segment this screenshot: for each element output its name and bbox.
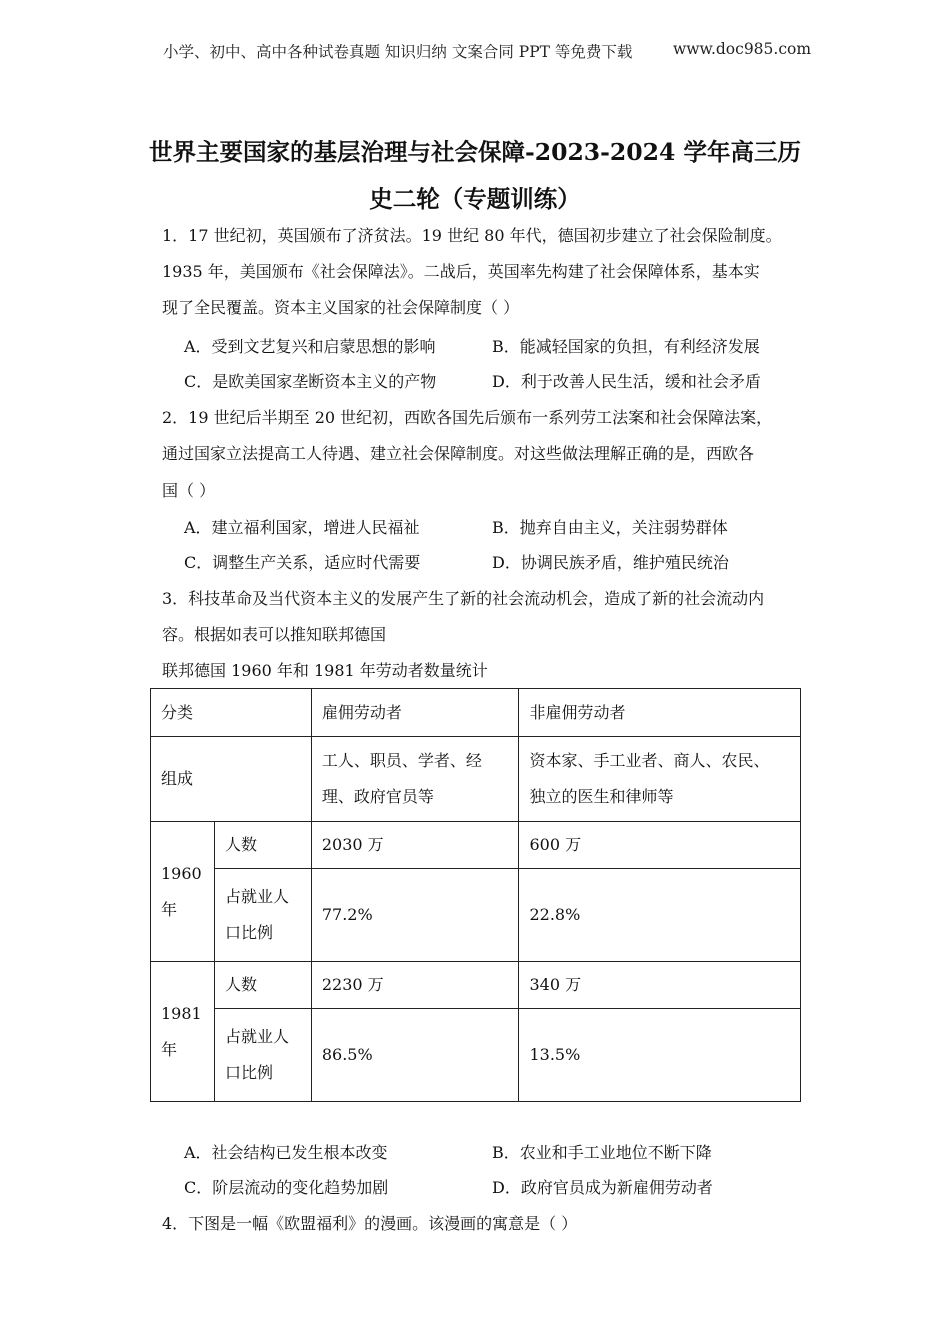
q3-table-caption: 联邦德国 1960 年和 1981 年劳动者数量统计 [162, 661, 488, 680]
q4-line-1: 4．下图是一幅《欧盟福利》的漫画。该漫画的寓意是（ ） [162, 1214, 578, 1233]
q2-option-b[interactable]: B．抛弃自由主义，关注弱势群体 [492, 518, 728, 537]
employed-composition-line-1: 工人、职员、学者、经 [321, 751, 482, 770]
q2-option-d[interactable]: D．协调民族矛盾，维护殖民统治 [492, 553, 729, 572]
table-cell-ratio-label [214, 1009, 311, 1102]
year-1981-number: 1981 [161, 1003, 202, 1023]
q1-option-b[interactable]: B．能减轻国家的负担，有利经济发展 [492, 337, 760, 356]
table-cell-e1981-ratio: 86.5% [311, 1009, 519, 1102]
q2-line-1: 2．19 世纪后半期至 20 世纪初，西欧各国先后颁布一系列劳工法案和社会保障法案， [162, 408, 773, 427]
table-cell-nonemployed-composition [519, 737, 801, 822]
header-text: 小学、初中、高中各种试卷真题 知识归纳 文案合同 PPT 等免费下载 [163, 43, 633, 61]
q1-option-c[interactable]: C．是欧美国家垄断资本主义的产物 [184, 372, 437, 391]
ratio-label-line-1: 占就业人 [224, 887, 289, 906]
ratio-label-line-2: 口比例 [224, 923, 273, 942]
q2-line-3: 国（ ） [162, 481, 216, 500]
table-row [151, 869, 801, 962]
table-cell-count-label: 人数 [214, 822, 311, 869]
q1-line-1: 1．17 世纪初，英国颁布了济贫法。19 世纪 80 年代，德国初步建立了社会保险制度。 [162, 226, 782, 245]
table-cell-n1960-ratio: 22.8% [519, 869, 801, 962]
table-row [151, 962, 801, 1009]
table-cell-n1981-count: 340 万 [519, 962, 801, 1009]
table-cell-n1960-count: 600 万 [519, 822, 801, 869]
ratio-label-line-1: 占就业人 [224, 1027, 289, 1046]
header-url[interactable]: www.doc985.com [673, 40, 812, 58]
q1-option-a[interactable]: A．受到文艺复兴和启蒙思想的影响 [184, 337, 436, 356]
page-title-line-1: 世界主要国家的基层治理与社会保障-2023-2024 学年高三历 [149, 138, 801, 166]
nonemployed-composition-line-2: 独立的医生和律师等 [529, 787, 674, 806]
q3-option-a[interactable]: A．社会结构已发生根本改变 [184, 1143, 388, 1162]
q3-option-b[interactable]: B．农业和手工业地位不断下降 [492, 1143, 712, 1162]
page-header [163, 40, 812, 62]
table-row [151, 1009, 801, 1102]
q3-line-1: 3．科技革命及当代资本主义的发展产生了新的社会流动机会，造成了新的社会流动内 [162, 589, 765, 608]
q3-line-2: 容。根据如表可以推知联邦德国 [162, 625, 387, 644]
employed-composition-line-2: 理、政府官员等 [321, 787, 434, 806]
table-cell-employed-composition [311, 737, 519, 822]
table-cell-e1981-count: 2230 万 [311, 962, 519, 1009]
table-cell-e1960-count: 2030 万 [311, 822, 519, 869]
table-row [151, 689, 801, 737]
table-cell-composition-label: 组成 [151, 737, 312, 822]
table-cell-e1960-ratio: 77.2% [311, 869, 519, 962]
table-header-nonemployed: 非雇佣劳动者 [519, 689, 801, 737]
q3-option-c[interactable]: C．阶层流动的变化趋势加剧 [184, 1178, 389, 1197]
q2-option-c[interactable]: C．调整生产关系，适应时代需要 [184, 553, 421, 572]
year-1981-suffix: 年 [161, 1039, 178, 1059]
year-1960-number: 1960 [161, 863, 202, 883]
q1-line-3: 现了全民覆盖。资本主义国家的社会保障制度（ ） [162, 298, 520, 317]
q2-option-a[interactable]: A．建立福利国家，增进人民福祉 [184, 518, 420, 537]
page-title-line-2: 史二轮（专题训练） [369, 185, 581, 213]
labor-statistics-table [150, 688, 801, 1102]
ratio-label-line-2: 口比例 [224, 1063, 273, 1082]
nonemployed-composition-line-1: 资本家、手工业者、商人、农民、 [529, 751, 770, 770]
table-cell-year-1960 [151, 822, 215, 962]
q1-option-d[interactable]: D．利于改善人民生活，缓和社会矛盾 [492, 372, 761, 391]
table-row [151, 822, 801, 869]
q3-option-d[interactable]: D．政府官员成为新雇佣劳动者 [492, 1178, 713, 1197]
year-1960-suffix: 年 [161, 899, 178, 919]
table-cell-year-1981 [151, 962, 215, 1102]
table-cell-ratio-label [214, 869, 311, 962]
table-cell-count-label: 人数 [214, 962, 311, 1009]
q1-line-2: 1935 年，美国颁布《社会保障法》。二战后，英国率先构建了社会保障体系，基本实 [162, 262, 760, 281]
q2-line-2: 通过国家立法提高工人待遇、建立社会保障制度。对这些做法理解正确的是，西欧各 [162, 444, 755, 463]
table-row [151, 737, 801, 822]
table-header-employed: 雇佣劳动者 [311, 689, 519, 737]
table-header-category: 分类 [151, 689, 312, 737]
table-cell-n1981-ratio: 13.5% [519, 1009, 801, 1102]
